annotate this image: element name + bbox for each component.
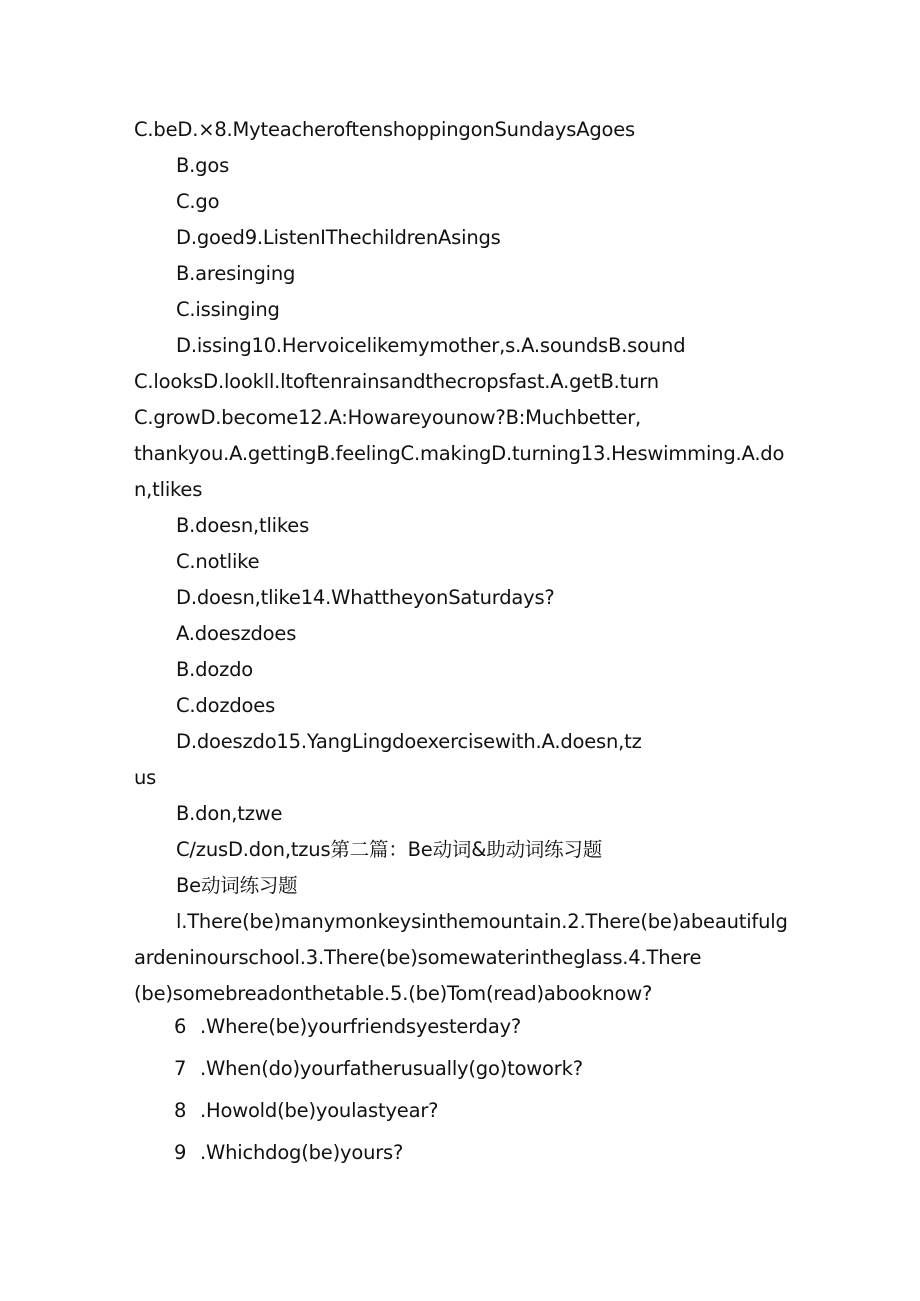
text-line: D.doeszdo15.YangLingdoexercisewith.A.doesn,tz <box>176 730 642 753</box>
text-line: us <box>134 766 157 789</box>
text-line: B.dozdo <box>176 658 254 681</box>
text-line: C.looksD.lookll.ltoftenrainsandthecropsfast.A.getB.turn <box>134 370 659 393</box>
text-line: l.There(be)manymonkeysinthemountain.2.There(be)abeautifulg <box>176 910 788 933</box>
text-line: A.doeszdoes <box>176 622 297 645</box>
subsection-heading: Be动词练习题 <box>176 874 298 897</box>
text-line: D.issing10.Hervoicelikemymother,s.A.soundsB.sound <box>176 334 686 357</box>
text-line: B.doesn,tlikes <box>176 514 310 537</box>
question-text: .When(do)yourfatherusually(go)towork? <box>200 1057 583 1080</box>
text-line: B.don,tzwe <box>176 802 283 825</box>
text-line: C.issinging <box>176 298 280 321</box>
question-number: 8 <box>174 1099 187 1122</box>
text-line: C.growD.become12.A:Howareyounow?B:Muchbetter, <box>134 406 642 429</box>
text-line: D.goed9.ListenIThechildrenAsings <box>176 226 501 249</box>
question-text: .Howold(be)youlastyear? <box>200 1099 439 1122</box>
text-line: ardeninourschool.3.There(be)somewaterintheglass.4.There <box>134 946 702 969</box>
text-line: C.dozdoes <box>176 694 276 717</box>
section-heading-line: C∕zusD.don,tzus第二篇：Be动词&助动词练习题 <box>176 838 602 861</box>
question-number: 9 <box>174 1141 187 1164</box>
text-line: (be)somebreadonthetable.5.(be)Tom(read)abooknow? <box>134 982 653 1005</box>
text-line: C.beD.×8.MyteacheroftenshoppingonSundaysAgoes <box>134 118 635 141</box>
text-line: thankyou.A.gettingB.feelingC.makingD.turning13.Heswimming.A.do <box>134 442 785 465</box>
text-line: D.doesn,tlike14.WhattheyonSaturdays? <box>176 586 555 609</box>
question-text: .Where(be)yourfriendsyesterday? <box>200 1015 522 1038</box>
text-line: B.gos <box>176 154 230 177</box>
text-line: C.go <box>176 190 220 213</box>
text-line: C.notlike <box>176 550 260 573</box>
question-number: 6 <box>174 1015 187 1038</box>
question-number: 7 <box>174 1057 187 1080</box>
text-line: n,tlikes <box>134 478 203 501</box>
text-line: B.aresinging <box>176 262 296 285</box>
question-text: .Whichdog(be)yours? <box>200 1141 404 1164</box>
